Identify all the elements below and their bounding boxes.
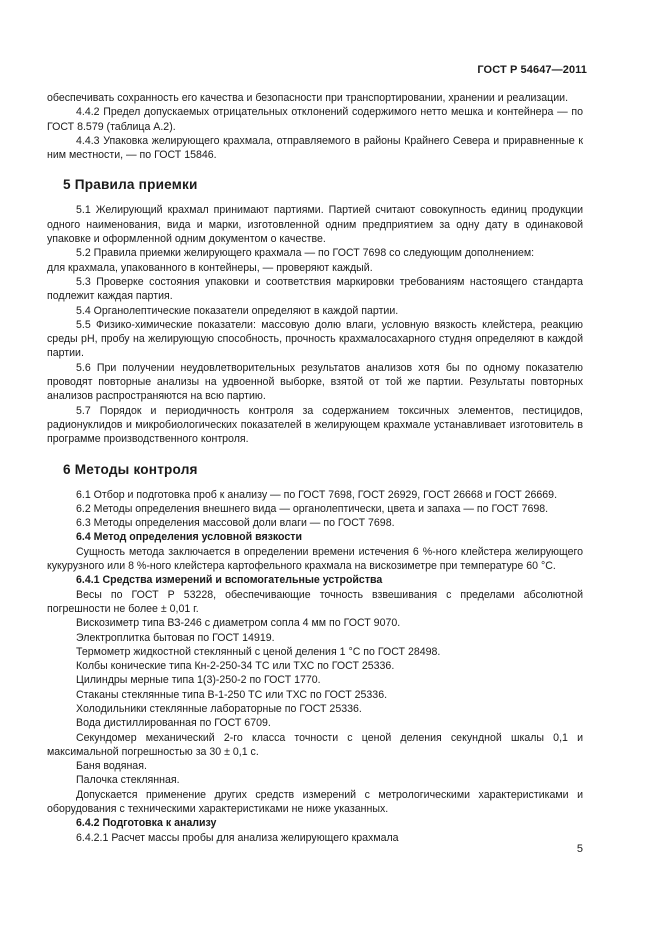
paragraph: обеспечивать сохранность его качества и безопасности при транспортировании, хранении и реализации. (47, 92, 569, 104)
equipment-item: Вискозиметр типа ВЗ-246 с диаметром сопла 4 мм по ГОСТ 9070. (76, 617, 401, 630)
paragraph: 5.1 Желирующий крахмал принимают партиями. Партией считают совокупность единиц продукции одного наименования, вида и марки, изготовленной одним предприятием за одну дату в одинаковой упаковке и оформленной одним документом о качестве. (47, 204, 583, 246)
paragraph: 6.3 Методы определения массовой доли влаги — по ГОСТ 7698. (76, 517, 395, 530)
equipment-item: Допускается применение других средств измерений с метрологическими характеристиками и оборудования с техническими характеристиками не ниже указанных. (47, 788, 583, 816)
equipment-item: Электроплитка бытовая по ГОСТ 14919. (76, 631, 275, 644)
equipment-item: Цилиндры мерные типа 1(3)-250-2 по ГОСТ 1770. (76, 674, 321, 687)
section-5-heading: 5 Правила приемки (63, 177, 198, 193)
equipment-item: Весы по ГОСТ Р 53228, обеспечивающие точность взвешивания с пределами абсолютной погрешности не более ± 0,01 г. (47, 588, 583, 615)
subsection-6-4-1-heading: 6.4.1 Средства измерений и вспомогательные устройства (76, 574, 383, 587)
paragraph: 6.1 Отбор и подготовка проб к анализу — по ГОСТ 7698, ГОСТ 26929, ГОСТ 26668 и ГОСТ 26669. (76, 488, 558, 501)
paragraph: Сущность метода заключается в определении времени истечения 6 %-ного клейстера желирующего кукурузного или 8 %-ного клейстера картофельного крахмала на вискозиметре при температуре 60 °С. (47, 545, 583, 573)
equipment-item: Термометр жидкостной стеклянный с ценой деления 1 °С по ГОСТ 28498. (76, 645, 441, 658)
subsection-6-4-2-heading: 6.4.2 Подготовка к анализу (76, 817, 217, 830)
equipment-item: Палочка стеклянная. (76, 774, 180, 787)
equipment-item: Баня водяная. (76, 760, 147, 773)
subsection-6-4-heading: 6.4 Метод определения условной вязкости (76, 531, 302, 544)
equipment-item: Вода дистиллированная по ГОСТ 6709. (76, 717, 271, 730)
document-body (47, 91, 583, 845)
equipment-item: Холодильники стеклянные лабораторные по ГОСТ 25336. (76, 702, 362, 715)
paragraph: 6.4.2.1 Расчет массы пробы для анализа желирующего крахмала (76, 831, 399, 844)
paragraph: для крахмала, упакованного в контейнеры, — проверяют каждый. (47, 261, 373, 274)
equipment-item: Колбы конические типа Кн-2-250-34 ТС или ТХС по ГОСТ 25336. (76, 660, 395, 673)
paragraph: 5.2 Правила приемки желирующего крахмала — по ГОСТ 7698 со следующим дополнением: (76, 247, 535, 260)
page-number: 5 (576, 843, 583, 855)
paragraph: 6.2 Методы определения внешнего вида — органолептически, цвета и запаха — по ГОСТ 7698. (76, 502, 549, 515)
paragraph: 4.4.3 Упаковка желирующего крахмала, отправляемого в районы Крайнего Севера и приравненные к ним местности, — по ГОСТ 15846. (47, 134, 583, 162)
paragraph: 5.4 Органолептические показатели определяют в каждой партии. (76, 304, 399, 317)
equipment-item: Стаканы стеклянные типа В-1-250 ТС или ТХС по ГОСТ 25336. (76, 688, 388, 701)
paragraph: 5.7 Порядок и периодичность контроля за содержанием токсичных элементов, пестицидов, радионуклидов и микробиологических показателей в желирующем крахмале устанавливает изготовитель в программе производственного контроля. (47, 404, 583, 446)
paragraph: 5.3 Проверке состояния упаковки и соответствия маркировки требованиям настоящего стандарта подлежит каждая партия. (47, 275, 583, 303)
standard-code-header: ГОСТ Р 54647—2011 (477, 64, 587, 76)
equipment-item: Секундомер механический 2-го класса точности с ценой деления секундной шкалы 0,1 и максимальной погрешностью за 30 ± 0,1 с. (47, 731, 583, 758)
paragraph: 5.5 Физико-химические показатели: массовую долю влаги, условную вязкость клейстера, реакцию среды рН, пробу на желирующую способность, прочность крахмалосахарного студня определяют в каждой партии. (47, 318, 583, 360)
paragraph: 5.6 При получении неудовлетворительных результатов анализов хотя бы по одному показателю проводят повторные анализы на удвоенной выборке, взятой от той же партии. Результаты повторных анализов распространяются на всю партию. (47, 361, 583, 403)
section-6-heading: 6 Методы контроля (63, 461, 198, 477)
paragraph: 4.4.2 Предел допускаемых отрицательных отклонений содержимого нетто мешка и контейнера — по ГОСТ 8.579 (таблица А.2). (47, 106, 583, 133)
